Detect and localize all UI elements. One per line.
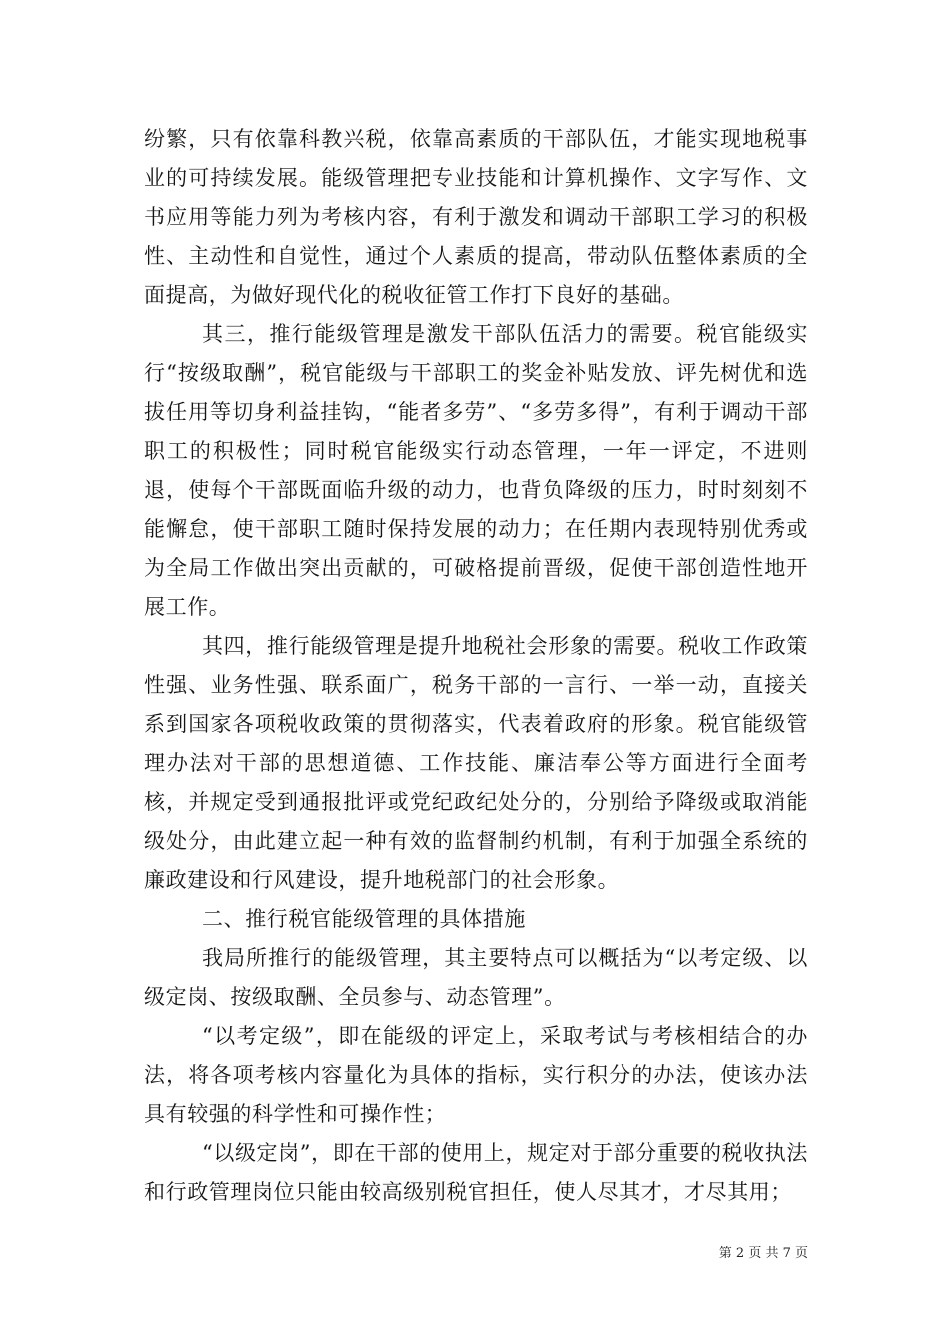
paragraph-features: 我局所推行的能级管理，其主要特点可以概括为“以考定级、以级定岗、按级取酬、全员参与、动态管理”。 <box>144 946 808 1009</box>
paragraph-post-by-rank: “以级定岗”，即在干部的使用上，规定对于部分重要的税收执法和行政管理岗位只能由较高级别税官担任，使人尽其才，才尽其用； <box>144 1141 808 1204</box>
section-heading: 二、推行税官能级管理的具体措施 <box>202 907 526 931</box>
page-number-footer: 第 2 页 共 7 页 <box>718 1246 808 1261</box>
paragraph-continuation: 纷繁，只有依靠科教兴税，依靠高素质的干部队伍，才能实现地税事业的可持续发展。能级管理把专业技能和计算机操作、文字写作、文书应用等能力列为考核内容，有利于激发和调动干部职工学习的积极性、主动性和自觉性，通过个人素质的提高，带动队伍整体素质的全面提高，为做好现代化的税收征管工作打下良好的基础。 <box>144 127 808 307</box>
paragraph-point-three: 其三，推行能级管理是激发干部队伍活力的需要。税官能级实行“按级取酬”，税官能级与干部职工的奖金补贴发放、评先树优和选拔任用等切身利益挂钩，“能者多劳”、“多劳多得”，有利于调动干部职工的积极性；同时税官能级实行动态管理，一年一评定，不进则退，使每个干部既面临升级的动力，也背负降级的压力，时时刻刻不能懈怠，使干部职工随时保持发展的动力；在任期内表现特别优秀或为全局工作做出突出贡献的，可破格提前晋级，促使干部创造性地开展工作。 <box>144 322 808 619</box>
paragraph-rank-by-exam: “以考定级”，即在能级的评定上，采取考试与考核相结合的办法，将各项考核内容量化为具体的指标，实行积分的办法，使该办法具有较强的科学性和可操作性； <box>144 1024 808 1126</box>
body-text <box>144 120 808 1212</box>
paragraph-point-four: 其四，推行能级管理是提升地税社会形象的需要。税收工作政策性强、业务性强、联系面广，税务干部的一言行、一举一动，直接关系到国家各项税收政策的贯彻落实，代表着政府的形象。税官能级管理办法对干部的思想道德、工作技能、廉洁奉公等方面进行全面考核，并规定受到通报批评或党纪政纪处分的，分别给予降级或取消能级处分，由此建立起一种有效的监督制约机制，有利于加强全系统的廉政建设和行风建设，提升地税部门的社会形象。 <box>144 634 808 892</box>
